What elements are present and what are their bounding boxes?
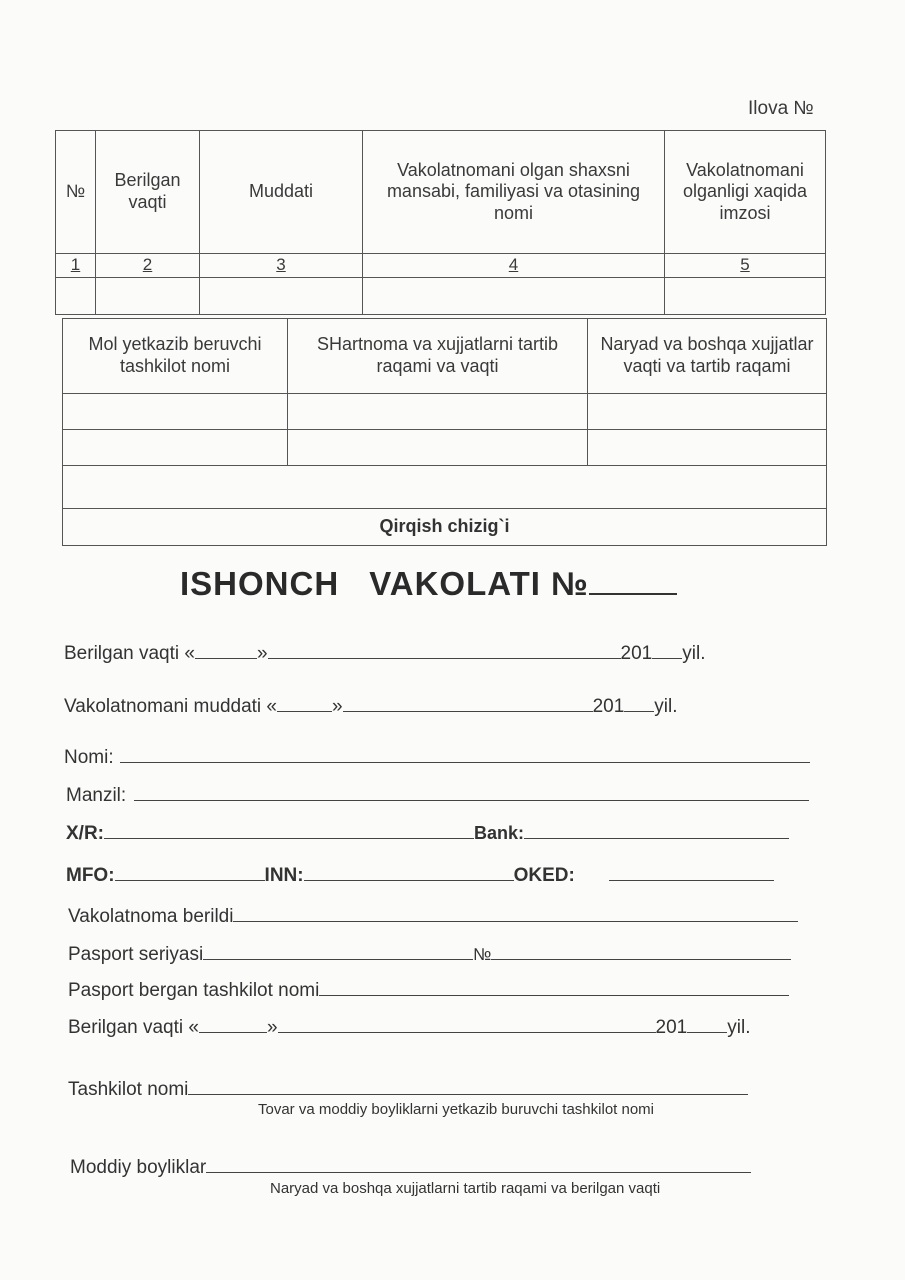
issued-to-row: Vakolatnoma berildi bbox=[68, 903, 798, 928]
blank-cell[interactable] bbox=[200, 278, 363, 315]
account-row: X/R: Bank: bbox=[66, 820, 789, 845]
passport-series-row: Pasport seriyasi № bbox=[68, 941, 791, 966]
col-index: 3 bbox=[200, 254, 363, 278]
day-field[interactable] bbox=[277, 693, 332, 712]
passport-series-field[interactable] bbox=[203, 941, 473, 960]
name-field[interactable] bbox=[120, 744, 810, 763]
year-field[interactable] bbox=[652, 640, 682, 659]
org-name-caption: Tovar va moddiy boyliklarni yetkazib buruvchi tashkilot nomi bbox=[258, 1101, 655, 1118]
month-field[interactable] bbox=[268, 640, 621, 659]
address-row: Manzil: bbox=[66, 782, 809, 807]
org-name-field[interactable] bbox=[188, 1076, 748, 1095]
form-title: ISHONCH VAKOLATI № bbox=[180, 565, 677, 603]
col-index: 4 bbox=[363, 254, 665, 278]
codes-row: MFO: INN: OKED: bbox=[66, 862, 774, 887]
passport-issuer-row: Pasport bergan tashkilot nomi bbox=[68, 977, 789, 1002]
col-person: Vakolatnomani olgan shaxsni mansabi, familiyasi va otasining nomi bbox=[363, 131, 665, 254]
goods-field[interactable] bbox=[206, 1154, 751, 1173]
issued-to-field[interactable] bbox=[233, 903, 798, 922]
oked-field[interactable] bbox=[609, 862, 774, 881]
name-row: Nomi: bbox=[64, 744, 810, 769]
col-issued: Berilgan vaqti bbox=[96, 131, 200, 254]
col-index: 5 bbox=[665, 254, 826, 278]
validity-row: Vakolatnomani muddati « » 201 yil. bbox=[64, 693, 678, 718]
day-field[interactable] bbox=[195, 640, 257, 659]
blank-cell[interactable] bbox=[96, 278, 200, 315]
passport-issuer-field[interactable] bbox=[319, 977, 789, 996]
blank-cell[interactable] bbox=[63, 430, 288, 466]
day-field[interactable] bbox=[199, 1014, 267, 1033]
address-field[interactable] bbox=[134, 782, 809, 801]
blank-cell[interactable] bbox=[588, 430, 827, 466]
year-field[interactable] bbox=[624, 693, 654, 712]
col-supplier: Mol yetkazib beruvchi tashkilot nomi bbox=[63, 319, 288, 394]
cut-line-label: Qirqish chizig`i bbox=[63, 509, 827, 546]
blank-cell[interactable] bbox=[63, 394, 288, 430]
blank-cell[interactable] bbox=[288, 394, 588, 430]
receipt-table bbox=[55, 130, 826, 315]
supplier-table bbox=[62, 318, 827, 546]
col-contract: SHartnoma va xujjatlarni tartib raqami va vaqti bbox=[288, 319, 588, 394]
blank-cell[interactable] bbox=[363, 278, 665, 315]
col-number: № bbox=[56, 131, 96, 254]
appendix-label: Ilova № bbox=[748, 98, 814, 119]
col-order: Naryad va boshqa xujjatlar vaqti va tartib raqami bbox=[588, 319, 827, 394]
bank-field[interactable] bbox=[524, 820, 789, 839]
col-signature: Vakolatnomani olganligi xaqida imzosi bbox=[665, 131, 826, 254]
goods-row: Moddiy boyliklar bbox=[70, 1154, 751, 1179]
passport-number-field[interactable] bbox=[491, 941, 791, 960]
blank-cell[interactable] bbox=[288, 430, 588, 466]
blank-cell[interactable] bbox=[63, 466, 827, 509]
number-field[interactable] bbox=[589, 569, 677, 595]
blank-cell[interactable] bbox=[665, 278, 826, 315]
inn-field[interactable] bbox=[304, 862, 514, 881]
account-field[interactable] bbox=[104, 820, 474, 839]
col-index: 2 bbox=[96, 254, 200, 278]
col-index: 1 bbox=[56, 254, 96, 278]
mfo-field[interactable] bbox=[115, 862, 265, 881]
col-term: Muddati bbox=[200, 131, 363, 254]
year-field[interactable] bbox=[687, 1014, 727, 1033]
month-field[interactable] bbox=[343, 693, 593, 712]
blank-cell[interactable] bbox=[588, 394, 827, 430]
goods-caption: Naryad va boshqa xujjatlarni tartib raqami va berilgan vaqti bbox=[270, 1180, 661, 1197]
blank-cell[interactable] bbox=[56, 278, 96, 315]
issued-date2-row: Berilgan vaqti « » 201 yil. bbox=[68, 1014, 750, 1039]
month-field[interactable] bbox=[278, 1014, 656, 1033]
issued-date-row: Berilgan vaqti « » 201 yil. bbox=[64, 640, 705, 665]
org-name-row: Tashkilot nomi bbox=[68, 1076, 748, 1101]
